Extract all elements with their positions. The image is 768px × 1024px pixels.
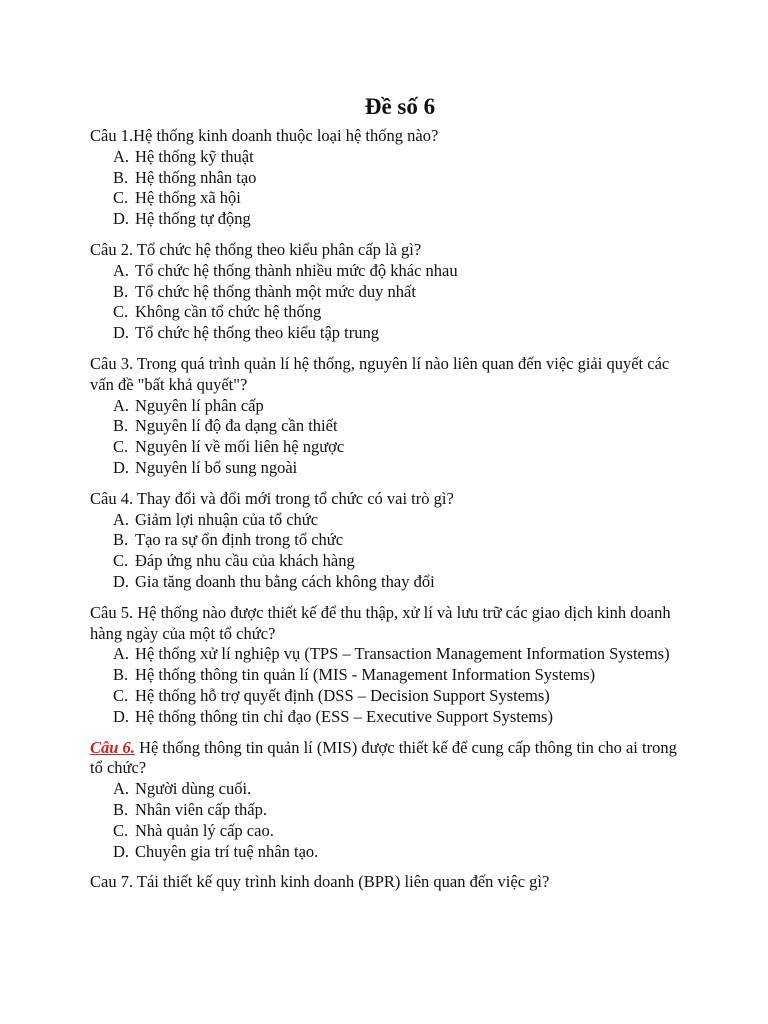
option-letter: B.: [113, 281, 129, 301]
answer-options: [90, 510, 690, 593]
answer-option: [90, 530, 690, 551]
answer-option: [90, 842, 690, 863]
document-title: Đề số 6: [364, 94, 436, 119]
answer-option: [90, 821, 690, 842]
option-letter: A.: [113, 146, 130, 166]
option-text: Nguyên lí về mối liên hệ ngược: [135, 437, 345, 457]
answer-option: [90, 510, 690, 531]
option-letter: D.: [113, 841, 130, 861]
answer-option: [90, 779, 690, 800]
question-6: [90, 738, 690, 863]
option-text: Nhà quản lý cấp cao.: [135, 820, 274, 840]
option-letter: A.: [113, 779, 130, 799]
option-text: Hệ thống kỹ thuật: [135, 146, 254, 166]
question-text: [90, 354, 690, 396]
option-letter: D.: [113, 209, 130, 229]
option-letter: A.: [113, 395, 130, 415]
answer-option: [90, 209, 690, 230]
option-letter: C.: [113, 188, 129, 208]
option-letter: A.: [113, 509, 130, 529]
option-letter: C.: [113, 820, 129, 840]
option-letter: D.: [113, 323, 130, 343]
option-letter: B.: [113, 167, 129, 187]
option-text: Chuyên gia trí tuệ nhân tạo.: [135, 841, 319, 861]
answer-option: [90, 168, 690, 189]
option-text: Đáp ứng nhu cầu của khách hàng: [135, 551, 355, 571]
answer-option: [90, 707, 690, 728]
option-text: Hệ thống thông tin quản lí (MIS - Management Information Systems): [135, 665, 596, 685]
option-text: Không cần tổ chức hệ thống: [135, 302, 322, 322]
answer-options: [90, 396, 690, 479]
option-letter: D.: [113, 571, 130, 591]
answer-options: [90, 261, 690, 344]
option-text: Hệ thống hỗ trợ quyết định (DSS – Decision Support Systems): [135, 685, 550, 705]
option-text: Hệ thống xử lí nghiệp vụ (TPS – Transaction Management Information Systems): [135, 644, 670, 664]
option-text: Hệ thống xã hội: [135, 188, 241, 208]
document-page: [90, 92, 690, 903]
option-letter: C.: [113, 551, 129, 571]
answer-option: [90, 551, 690, 572]
option-letter: C.: [113, 685, 129, 705]
answer-option: [90, 458, 690, 479]
answer-option: [90, 323, 690, 344]
question-3: [90, 354, 690, 479]
question-body: Câu 3. Trong quá trình quản lí hệ thống, nguyên lí nào liên quan đến việc giải quyết các vấn đề "bất khả quyết"?: [90, 353, 670, 394]
question-body: Câu 5. Hệ thống nào được thiết kế để thu thập, xử lí và lưu trữ các giao dịch kinh doanh hàng ngày của một tổ chức?: [90, 602, 671, 643]
option-letter: C.: [113, 302, 129, 322]
question-number-highlighted: Câu 6.: [90, 737, 135, 757]
question-1: [90, 126, 690, 230]
answer-option: [90, 644, 690, 665]
answer-option: [90, 302, 690, 323]
answer-option: [90, 188, 690, 209]
question-body: Câu 1.Hệ thống kinh doanh thuộc loại hệ thống nào?: [90, 126, 439, 145]
answer-option: [90, 261, 690, 282]
question-text: [90, 603, 690, 645]
question-5: [90, 603, 690, 728]
option-text: Tổ chức hệ thống thành một mức duy nhất: [135, 281, 416, 301]
question-text: [90, 489, 690, 510]
question-4: [90, 489, 690, 593]
answer-option: [90, 800, 690, 821]
option-text: Tổ chức hệ thống theo kiểu tập trung: [135, 323, 380, 343]
answer-options: [90, 644, 690, 727]
answer-option: [90, 147, 690, 168]
option-text: Hệ thống nhân tạo: [135, 167, 257, 187]
question-2: [90, 240, 690, 344]
option-text: Nhân viên cấp thấp.: [135, 799, 267, 819]
option-text: Người dùng cuối.: [135, 779, 252, 799]
question-body: Câu 4. Thay đổi và đổi mới trong tổ chức có vai trò gì?: [90, 488, 454, 508]
question-text: [90, 126, 690, 147]
answer-options: [90, 147, 690, 230]
option-letter: B.: [113, 799, 129, 819]
option-text: Nguyên lí độ đa dạng cần thiết: [135, 416, 338, 436]
question-text: [90, 240, 690, 261]
answer-options: [90, 779, 690, 862]
question-text: [90, 738, 690, 780]
question-text: [90, 872, 690, 893]
question-7: [90, 872, 690, 893]
option-letter: A.: [113, 260, 130, 280]
answer-option: [90, 572, 690, 593]
option-text: Tạo ra sự ổn định trong tổ chức: [135, 530, 344, 550]
option-text: Gia tăng doanh thu bằng cách không thay đổi: [135, 571, 435, 591]
answer-option: [90, 282, 690, 303]
question-body: Cau 7. Tái thiết kế quy trình kinh doanh (BPR) liên quan đến việc gì?: [90, 872, 550, 892]
option-text: Giảm lợi nhuận của tổ chức: [135, 509, 319, 529]
option-letter: B.: [113, 665, 129, 685]
option-text: Tổ chức hệ thống thành nhiều mức độ khác nhau: [135, 260, 458, 280]
option-letter: B.: [113, 530, 129, 550]
answer-option: [90, 665, 690, 686]
option-text: Nguyên lí phân cấp: [135, 395, 264, 415]
answer-option: [90, 396, 690, 417]
option-letter: A.: [113, 644, 130, 664]
option-text: Hệ thống tự động: [135, 209, 251, 229]
option-letter: C.: [113, 437, 129, 457]
option-text: Nguyên lí bổ sung ngoài: [135, 457, 298, 477]
question-list: [90, 126, 690, 893]
answer-option: [90, 416, 690, 437]
question-body: Hệ thống thông tin quản lí (MIS) được thiết kế để cung cấp thông tin cho ai trong tổ chức?: [90, 737, 677, 778]
answer-option: [90, 686, 690, 707]
option-letter: B.: [113, 416, 129, 436]
answer-option: [90, 437, 690, 458]
option-letter: D.: [113, 706, 130, 726]
option-letter: D.: [113, 457, 130, 477]
option-text: Hệ thống thông tin chỉ đạo (ESS – Executive Support Systems): [135, 706, 553, 726]
question-body: Câu 2. Tổ chức hệ thống theo kiểu phân cấp là gì?: [90, 239, 422, 259]
